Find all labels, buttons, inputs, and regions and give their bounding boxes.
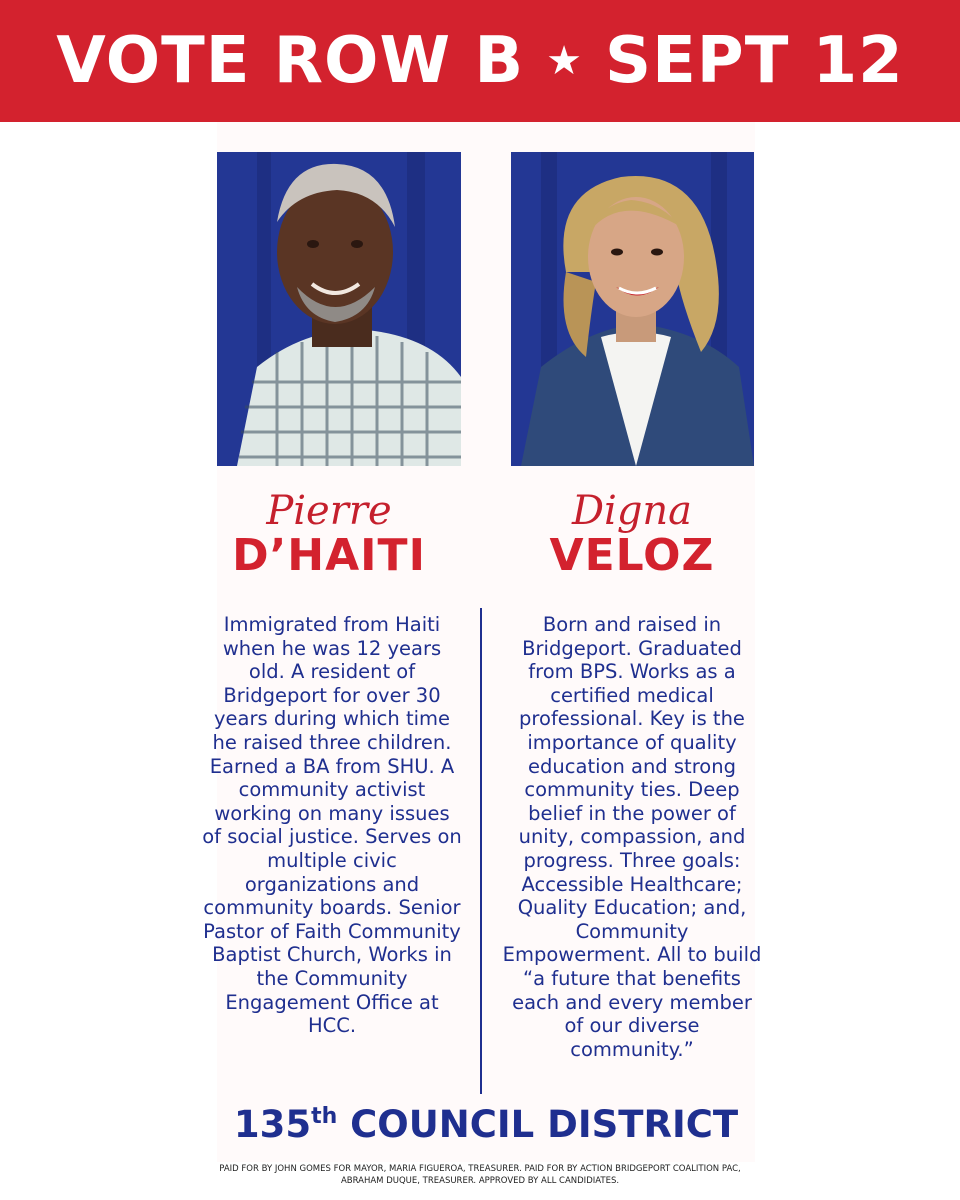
- banner-headline: [56, 24, 903, 98]
- district-number: 135: [233, 1103, 312, 1146]
- council-district-heading: [217, 1103, 755, 1146]
- district-suffix: th: [311, 1104, 338, 1129]
- candidate-photo-digna: [511, 152, 754, 466]
- candidate-first-name-pierre: Pierre: [266, 488, 392, 534]
- district-label: COUNCIL DISTRICT: [350, 1103, 739, 1146]
- portrait-man-illustration: [217, 152, 461, 466]
- candidate-bio-pierre: Immigrated from Haiti when he was 12 years old. A resident of Bridgeport for over 30 years during which time he raised three children. Earned a BA from SHU. A community activist working on many issues of social justice. Serves on multiple civic organizations and community boards. Senior Pastor of Faith Community Baptist Church, Works in the Community Engagement Office at HCC.: [202, 613, 462, 1038]
- candidate-photo-pierre: [217, 152, 461, 466]
- candidate-first-name-digna: Digna: [571, 488, 693, 534]
- candidate-last-name-veloz: VELOZ: [549, 530, 715, 581]
- banner-vote-row: VOTE ROW B: [56, 24, 525, 98]
- paid-for-disclaimer: PAID FOR BY JOHN GOMES FOR MAYOR, MARIA FIGUEROA, TREASURER. PAID FOR BY ACTION BRIDGEPORT COALITION PAC, ABRAHAM DUQUE, TREASURER. APPROVED BY ALL CANDIDIATES.: [219, 1164, 741, 1186]
- banner-date: SEPT 12: [604, 24, 904, 98]
- star-icon: ★: [546, 38, 583, 84]
- candidate-bio-digna: Born and raised in Bridgeport. Graduated from BPS. Works as a certified medical professional. Key is the importance of quality education and strong community ties. Deep belief in the power of unity, compassion, and progress. Three goals: Accessible Healthcare; Quality Education; and, Community Empowerment. All to build “a future that benefits each and every member of our diverse community.”: [502, 613, 762, 1061]
- column-divider: [480, 608, 482, 1094]
- portrait-woman-illustration: [511, 152, 754, 466]
- top-banner: [0, 0, 960, 122]
- candidate-last-name-dhaiti: D’HAITI: [232, 530, 426, 581]
